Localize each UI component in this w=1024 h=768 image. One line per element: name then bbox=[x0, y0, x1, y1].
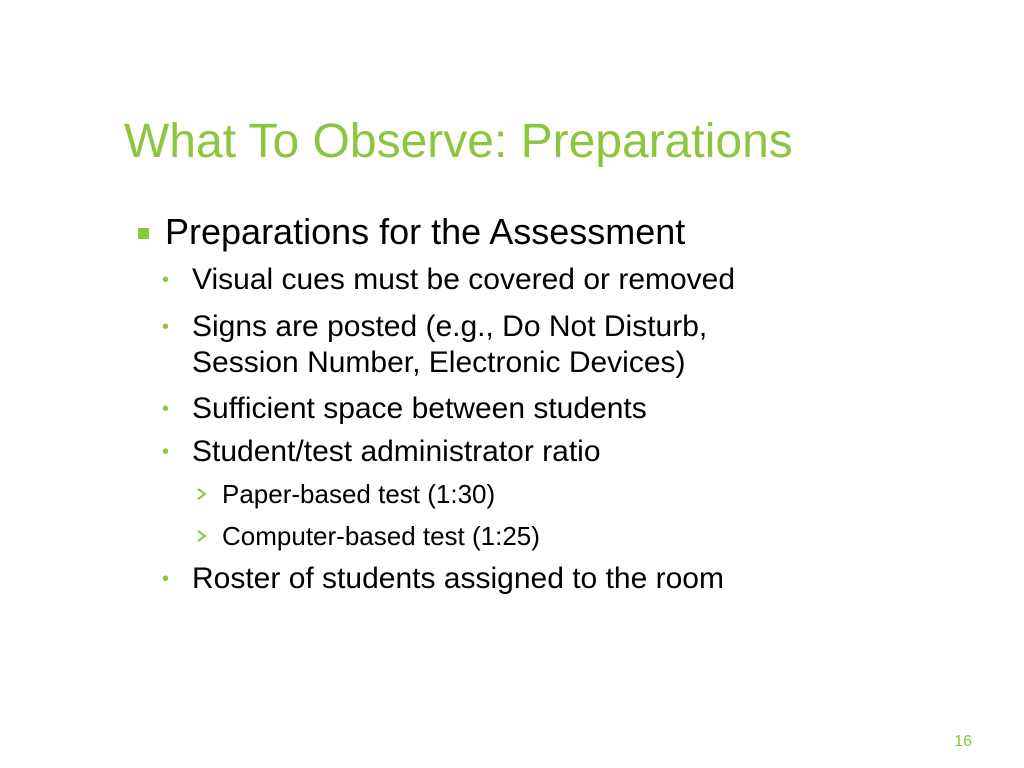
dot-bullet-icon: • bbox=[162, 568, 170, 590]
ratio-item bbox=[194, 520, 540, 552]
sub-bullet bbox=[162, 262, 735, 298]
sub-bullet-line: Session Number, Electronic Devices) bbox=[192, 346, 686, 379]
ratio-item-text: Computer-based test (1:25) bbox=[222, 521, 540, 551]
sub-bullet bbox=[162, 391, 647, 427]
dot-bullet-icon: • bbox=[162, 398, 170, 420]
arrow-bullet-icon bbox=[194, 478, 222, 510]
sub-bullet-line: Signs are posted (e.g., Do Not Disturb, bbox=[192, 310, 708, 343]
sub-bullet-text: Visual cues must be covered or removed bbox=[192, 263, 736, 296]
sub-bullet bbox=[162, 434, 601, 470]
page-number: 16 bbox=[954, 733, 972, 750]
dot-bullet-icon: • bbox=[162, 316, 170, 338]
square-bullet-icon bbox=[138, 228, 149, 239]
arrow-bullet-icon bbox=[194, 520, 222, 552]
sub-bullet-text bbox=[192, 309, 707, 381]
sub-bullet bbox=[162, 561, 724, 597]
main-bullet-text: Preparations for the Assessment bbox=[165, 211, 686, 252]
sub-bullet bbox=[162, 309, 707, 381]
ratio-item-text: Paper-based test (1:30) bbox=[222, 479, 496, 509]
sub-bullet-text: Sufficient space between students bbox=[192, 392, 647, 425]
dot-bullet-icon: • bbox=[162, 441, 170, 463]
ratio-item bbox=[194, 478, 495, 510]
sub-bullet-text: Student/test administrator ratio bbox=[192, 435, 601, 468]
sub-bullet-text: Roster of students assigned to the room bbox=[192, 562, 724, 595]
main-bullet bbox=[138, 208, 685, 256]
slide-title: What To Observe: Preparations bbox=[124, 115, 793, 168]
dot-bullet-icon: • bbox=[162, 269, 170, 291]
